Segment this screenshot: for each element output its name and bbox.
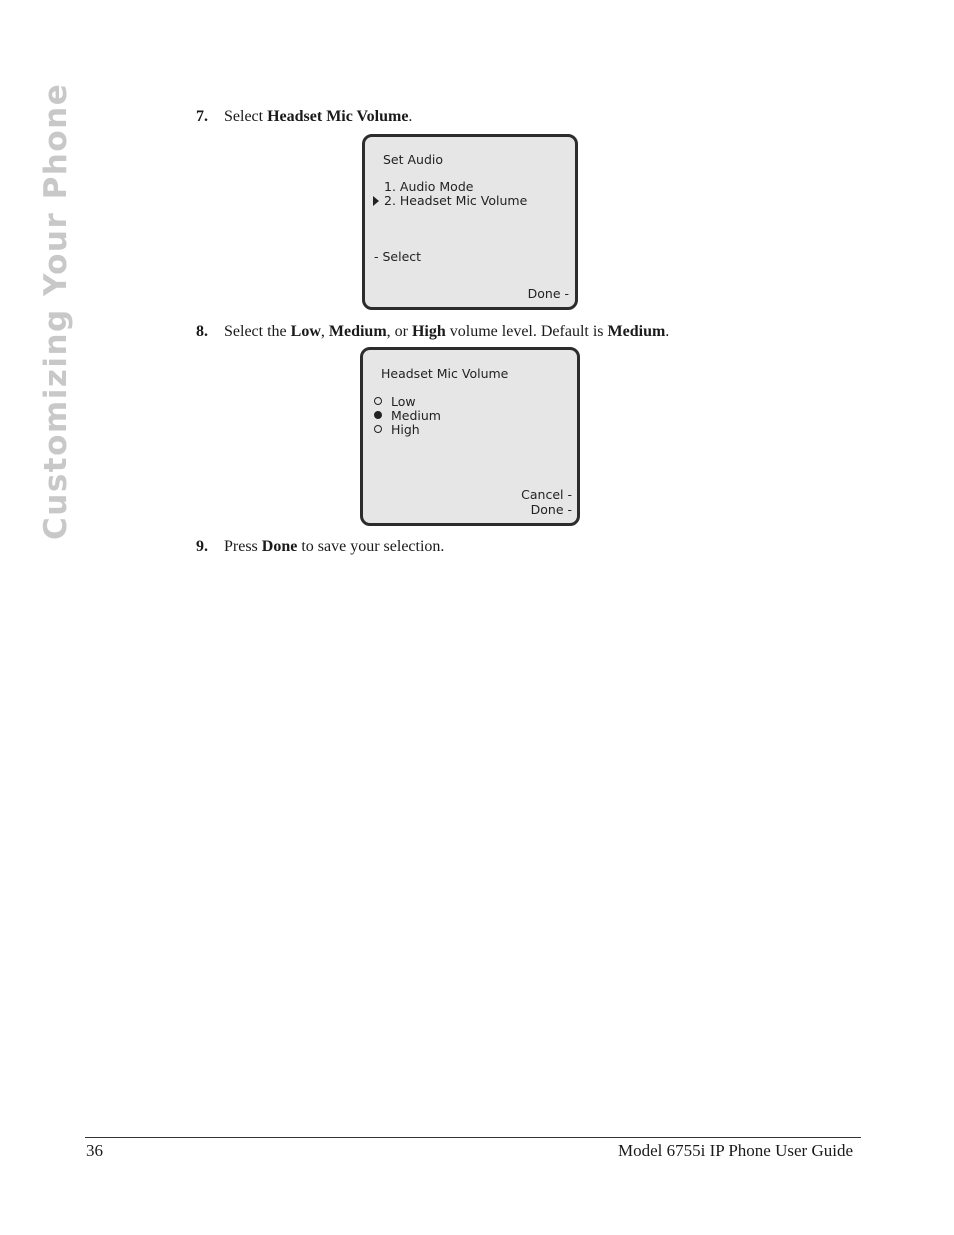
step-text: . [665,323,670,340]
step-emphasis: Done [261,538,298,555]
option-low[interactable]: Low [391,394,416,409]
step-emphasis: Medium [607,323,666,340]
step-text: Select the [224,323,291,340]
radio-empty-icon [374,397,382,405]
step-emphasis: Headset Mic Volume [267,108,409,125]
step-text: Select [224,108,268,125]
footer-rule [85,1137,861,1138]
step-number: 9. [196,538,208,555]
step-9 [196,538,444,556]
page-number: 36 [86,1141,103,1160]
step-text: , or [386,323,412,340]
radio-filled-icon [374,411,382,419]
step-number: 7. [196,108,208,125]
step-emphasis: Low [290,323,321,340]
step-text: . [408,108,413,125]
step-text: volume level. Default is [445,323,608,340]
set-audio-screen [362,134,578,310]
done-softkey[interactable]: Done - [530,502,572,517]
step-8 [196,323,669,341]
option-high[interactable]: High [391,422,420,437]
select-softkey[interactable]: - Select [374,249,422,264]
step-text: to save your selection. [297,538,445,555]
step-7 [196,108,412,126]
option-medium[interactable]: Medium [391,408,441,423]
step-text: Press [224,538,262,555]
step-emphasis: High [411,323,446,340]
cancel-softkey[interactable]: Cancel - [521,487,572,502]
step-emphasis: Medium [328,323,387,340]
selection-arrow-icon [373,196,379,206]
guide-title: Model 6755i IP Phone User Guide [618,1141,853,1160]
step-text: , [320,323,329,340]
step-number: 8. [196,323,208,340]
menu-item-audio-mode[interactable]: 1. Audio Mode [384,179,474,194]
section-side-title: Customizing Your Phone [38,82,74,540]
screen-title: Set Audio [383,152,444,167]
screen-title: Headset Mic Volume [381,366,509,381]
menu-item-headset-mic-volume[interactable]: 2. Headset Mic Volume [384,193,528,208]
done-softkey[interactable]: Done - [527,286,569,301]
headset-mic-volume-screen [360,347,580,526]
radio-empty-icon [374,425,382,433]
